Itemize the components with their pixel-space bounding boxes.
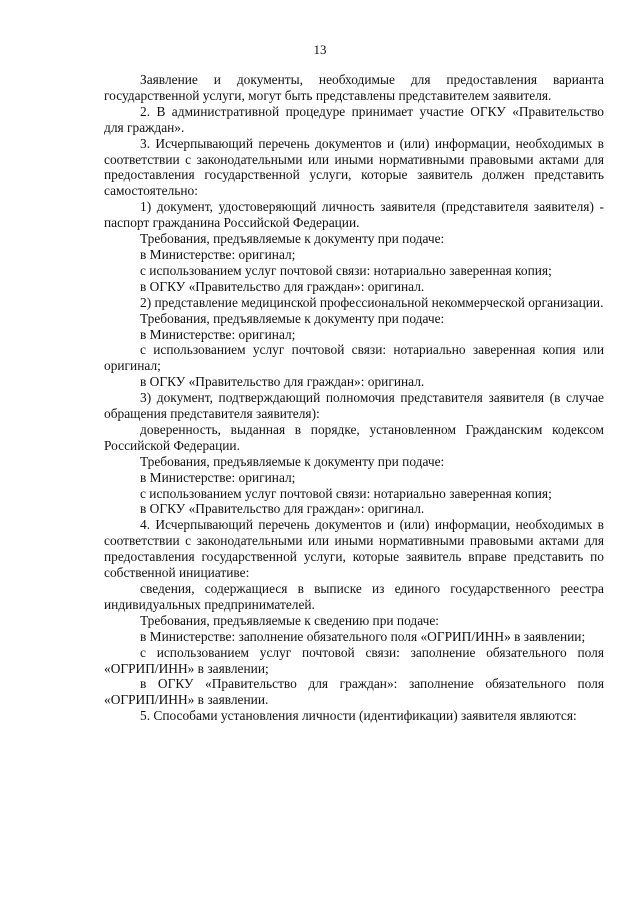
paragraph-postal: с использованием услуг почтовой связи: нотариально заверенная копия или оригинал; bbox=[104, 342, 604, 374]
paragraph-item-2: 2. В административной процедуре принимает участие ОГКУ «Правительство для граждан». bbox=[104, 103, 604, 135]
paragraph-registry-info: сведения, содержащиеся в выписке из единого государственного реестра индивидуальных предпринимателей. bbox=[104, 581, 604, 612]
paragraph-ministry: в Министерстве: оригинал; bbox=[140, 246, 296, 262]
paragraph-ogku: в ОГКУ «Правительство для граждан»: оригинал. bbox=[140, 501, 425, 517]
paragraph-ogku: в ОГКУ «Правительство для граждан»: оригинал. bbox=[140, 278, 425, 294]
paragraph-requirements: Требования, предъявляемые к документу при подаче: bbox=[140, 310, 445, 326]
paragraph-doc-1: 1) документ, удостоверяющий личность заявителя (представителя заявителя) - паспорт гражданина Российской Федерации. bbox=[104, 199, 604, 231]
paragraph-postal: с использованием услуг почтовой связи: нотариально заверенная копия; bbox=[140, 485, 552, 501]
paragraph-doc-2: 2) представление медицинской профессиональной некоммерческой организации. bbox=[140, 294, 604, 310]
paragraph-ogku: в ОГКУ «Правительство для граждан»: заполнение обязательного поля «ОГРИП/ИНН» в заявлении. bbox=[104, 676, 604, 708]
paragraph-requirements: Требования, предъявляемые к документу при подаче: bbox=[140, 231, 445, 247]
paragraph-requirements: Требования, предъявляемые к документу при подаче: bbox=[140, 453, 445, 469]
paragraph-intro: Заявление и документы, необходимые для предоставления варианта государственной услуги, могут быть представлены представителем заявителя. bbox=[104, 72, 604, 103]
paragraph-ogku: в ОГКУ «Правительство для граждан»: оригинал. bbox=[140, 374, 425, 390]
paragraph-ministry: в Министерстве: оригинал; bbox=[140, 469, 296, 485]
paragraph-postal: с использованием услуг почтовой связи: нотариально заверенная копия; bbox=[140, 262, 552, 278]
paragraph-doc-3: 3) документ, подтверждающий полномочия представителя заявителя (в случае обращения представителя заявителя): bbox=[104, 390, 604, 422]
document-body bbox=[104, 72, 604, 724]
paragraph-item-4: 4. Исчерпывающий перечень документов и (или) информации, необходимых в соответствии с законодательными или иными нормативными правовыми актами для предоставления государственной услуги, которые заявитель вправе представить по собственной инициативе: bbox=[104, 517, 604, 581]
paragraph-power-of-attorney: доверенность, выданная в порядке, установленном Гражданским кодексом Российской Федерации. bbox=[104, 421, 604, 453]
paragraph-item-5: 5. Способами установления личности (идентификации) заявителя являются: bbox=[140, 708, 577, 724]
paragraph-requirements: Требования, предъявляемые к сведению при подаче: bbox=[140, 612, 440, 628]
paragraph-ministry: в Министерстве: заполнение обязательного поля «ОГРИП/ИНН» в заявлении; bbox=[140, 628, 586, 644]
page-number: 13 bbox=[313, 42, 327, 57]
paragraph-postal: с использованием услуг почтовой связи: заполнение обязательного поля «ОГРИП/ИНН» в заявлении; bbox=[104, 644, 604, 676]
paragraph-item-3: 3. Исчерпывающий перечень документов и (или) информации, необходимых в соответствии с законодательными или иными нормативными правовыми актами для предоставления государственной услуги, которые заявитель должен представить самостоятельно: bbox=[104, 135, 604, 199]
paragraph-ministry: в Министерстве: оригинал; bbox=[140, 326, 296, 342]
